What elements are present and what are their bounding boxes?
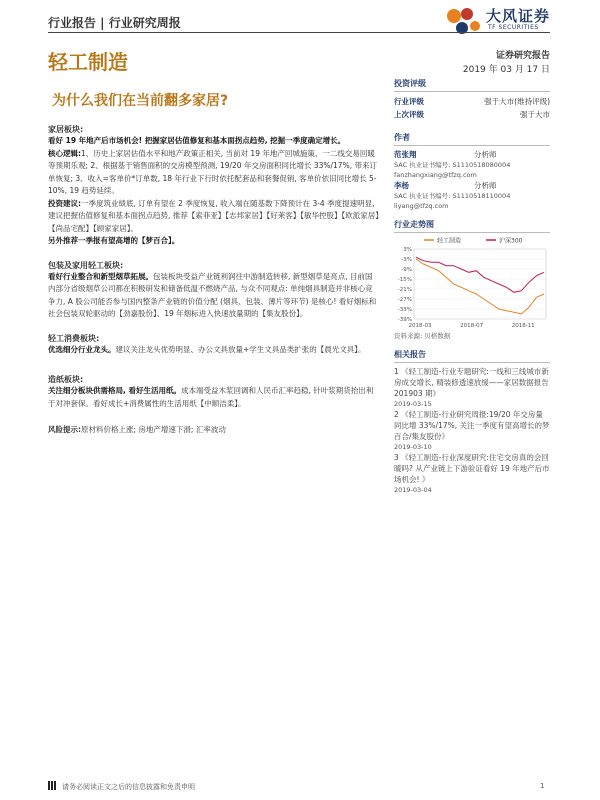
footer-disclaimer: 请务必阅读正文之后的信息披露和免责申明	[62, 783, 195, 791]
home-section-body	[48, 135, 380, 248]
report-category: 行业报告 | 行业研究周报	[48, 16, 181, 30]
y-tick-label: -21%	[397, 287, 412, 293]
authors-heading: 作者	[394, 132, 550, 146]
qr-code-icon	[48, 781, 57, 790]
industry-name: 轻工制造	[48, 50, 128, 74]
packaging-section-heading: 包装及家用轻工板块:	[48, 260, 124, 270]
main-content	[48, 124, 380, 437]
industry-trend-chart	[394, 235, 550, 331]
consumer-section-body	[48, 344, 380, 357]
industry-rating-row: 行业评级 强于大市(维持评级)	[394, 97, 550, 106]
page-number: 1	[540, 782, 545, 790]
rating-heading: 投资评级	[394, 78, 550, 92]
consumer-line-0: 优选细分行业龙头。建议关注龙头优势明显、办公文具放量+学生文具品类扩张的【晨光文具】。	[48, 344, 366, 354]
risk-notice	[48, 424, 380, 437]
risk-text: 原材料价格上涨; 房地产增速下滑; 汇率波动	[81, 425, 226, 434]
x-tick-label: 2018-11	[511, 323, 535, 329]
y-tick-label: 3%	[403, 247, 412, 253]
logo-text-cn: 大风证券	[486, 7, 551, 25]
chart-frame	[414, 249, 546, 319]
legend-label: 沪深300	[499, 237, 523, 245]
sidebar	[394, 78, 550, 495]
related-item-1[interactable]: 1 《轻工制造-行业专题研究:一线和三线城市新房成交增长, 精装修透速放缓——家居数据报告 201903 期》 2019-03-15	[394, 367, 549, 408]
home-line-1: 核心逻辑:1、历史上家居估值水平和地产政策正相关, 当前对 19 年地产回城施策、一二线交易回暖等预期乐观; 2、根据基于销售面积的交房模型预测, 19/20 年交房面积同比增长 33%/17%, 带来订单恢复; 3、收入=客单价*订单数, 18 年行业下行时依托配套品和套餐促销, 客单价依旧同比增长 5-10%, 19 趋势延续。	[48, 148, 377, 195]
y-tick-label: -3%	[401, 257, 412, 263]
y-tick-label: -39%	[397, 317, 412, 323]
y-tick-label: -9%	[401, 267, 412, 273]
x-tick-label: 2018-07	[460, 323, 484, 329]
packaging-section-body	[48, 271, 380, 321]
related-item-2[interactable]: 2 《轻工制造-行业研究周报:19/20 年交房量同比增 33%/17%, 关注一季度有望高增长的梦百合/集友股份》 2019-03-10	[394, 410, 550, 451]
home-line-2: 投资建议:一季度筑业绩底, 订单有望在 2 季度恢复, 收入端在随基数下降预计在 3-4 季度提速明显, 建议把握估值修复和基本面拐点趋势, 推荐【索菲亚】【志邦家居】【好莱客】【敏华控股】【欧派家居】【尚品宅配】【顾家家居】。	[48, 198, 380, 233]
author-2: 李杨 分析师 SAC 执业证书编号: S1110518110004 liyang@tfzq.com	[394, 181, 511, 210]
y-tick-label: -27%	[397, 297, 412, 303]
logo-text-en: TF SECURITIES	[488, 24, 539, 31]
paper-section-heading: 造纸板块:	[48, 375, 84, 384]
home-line-0: 看好 19 年地产后市场机会! 把握家居估值修复和基本面拐点趋势, 挖掘一季度确定增长。	[48, 136, 346, 145]
paper-line-0: 关注细分板块供需格局, 看好生活用纸。成本端受益木浆回调和人民币汇率趋稳, 针叶浆期货抬出利于对冲套保。看好成长+消费属性的生活用纸【中顺洁柔】。	[48, 386, 374, 408]
x-tick-label: 2018-03	[408, 323, 432, 329]
series-line	[416, 257, 544, 292]
page-title: 为什么我们在当前翻多家居?	[52, 93, 229, 109]
prev-rating-row: 上次评级 强于大市	[394, 110, 550, 119]
consumer-section-heading: 轻工消费板块:	[48, 333, 100, 343]
legend-label: 轻工制造	[437, 237, 462, 245]
paper-section-body	[48, 385, 380, 410]
chart-source: 资料来源: 贝格数据	[394, 332, 451, 340]
packaging-line-0: 看好行业整合和新型烟草拓展。包装板块受益产业链利润往中游制造转移, 新型烟草是亮点, 目前国内部分省级烟草公司都在积极研发和储备低温不燃烧产品, 与众不同观点: 单纯烟具制造并非核心竞争力, A 股公司能否参与国内整条产业链的价值分配 (烟具、包装、薄片等环节) 是核心! 看好烟标和社会包装双轮驱动的【劲嘉股份】、19 年烟标进入快速放量期的【集友股份】。	[48, 271, 377, 318]
y-tick-label: -33%	[397, 307, 412, 313]
report-date: 2019 年 03 月 17 日	[462, 65, 550, 75]
author-1: 范张翔 分析师 SAC 执业证书编号: S1110518080004 fanzhangxiang@tfzq.com	[394, 150, 511, 179]
y-tick-label: -15%	[397, 277, 412, 283]
report-type: 证券研究报告	[495, 51, 550, 61]
header-divider	[48, 32, 550, 33]
risk-label: 风险提示:	[48, 425, 81, 434]
trend-heading: 行业走势图	[394, 219, 550, 233]
home-line-3: 另外推荐一季报有望高增的【梦百合】。	[48, 236, 180, 245]
related-heading: 相关报告	[394, 349, 550, 363]
related-item-3[interactable]: 3 《轻工制造-行业深度研究:住宅交房真的会回暖吗? 从产业链上下游验证看好 19 年地产后市场机会! 》 2019-03-04	[394, 453, 550, 494]
home-section-heading: 家居板块:	[48, 125, 84, 134]
